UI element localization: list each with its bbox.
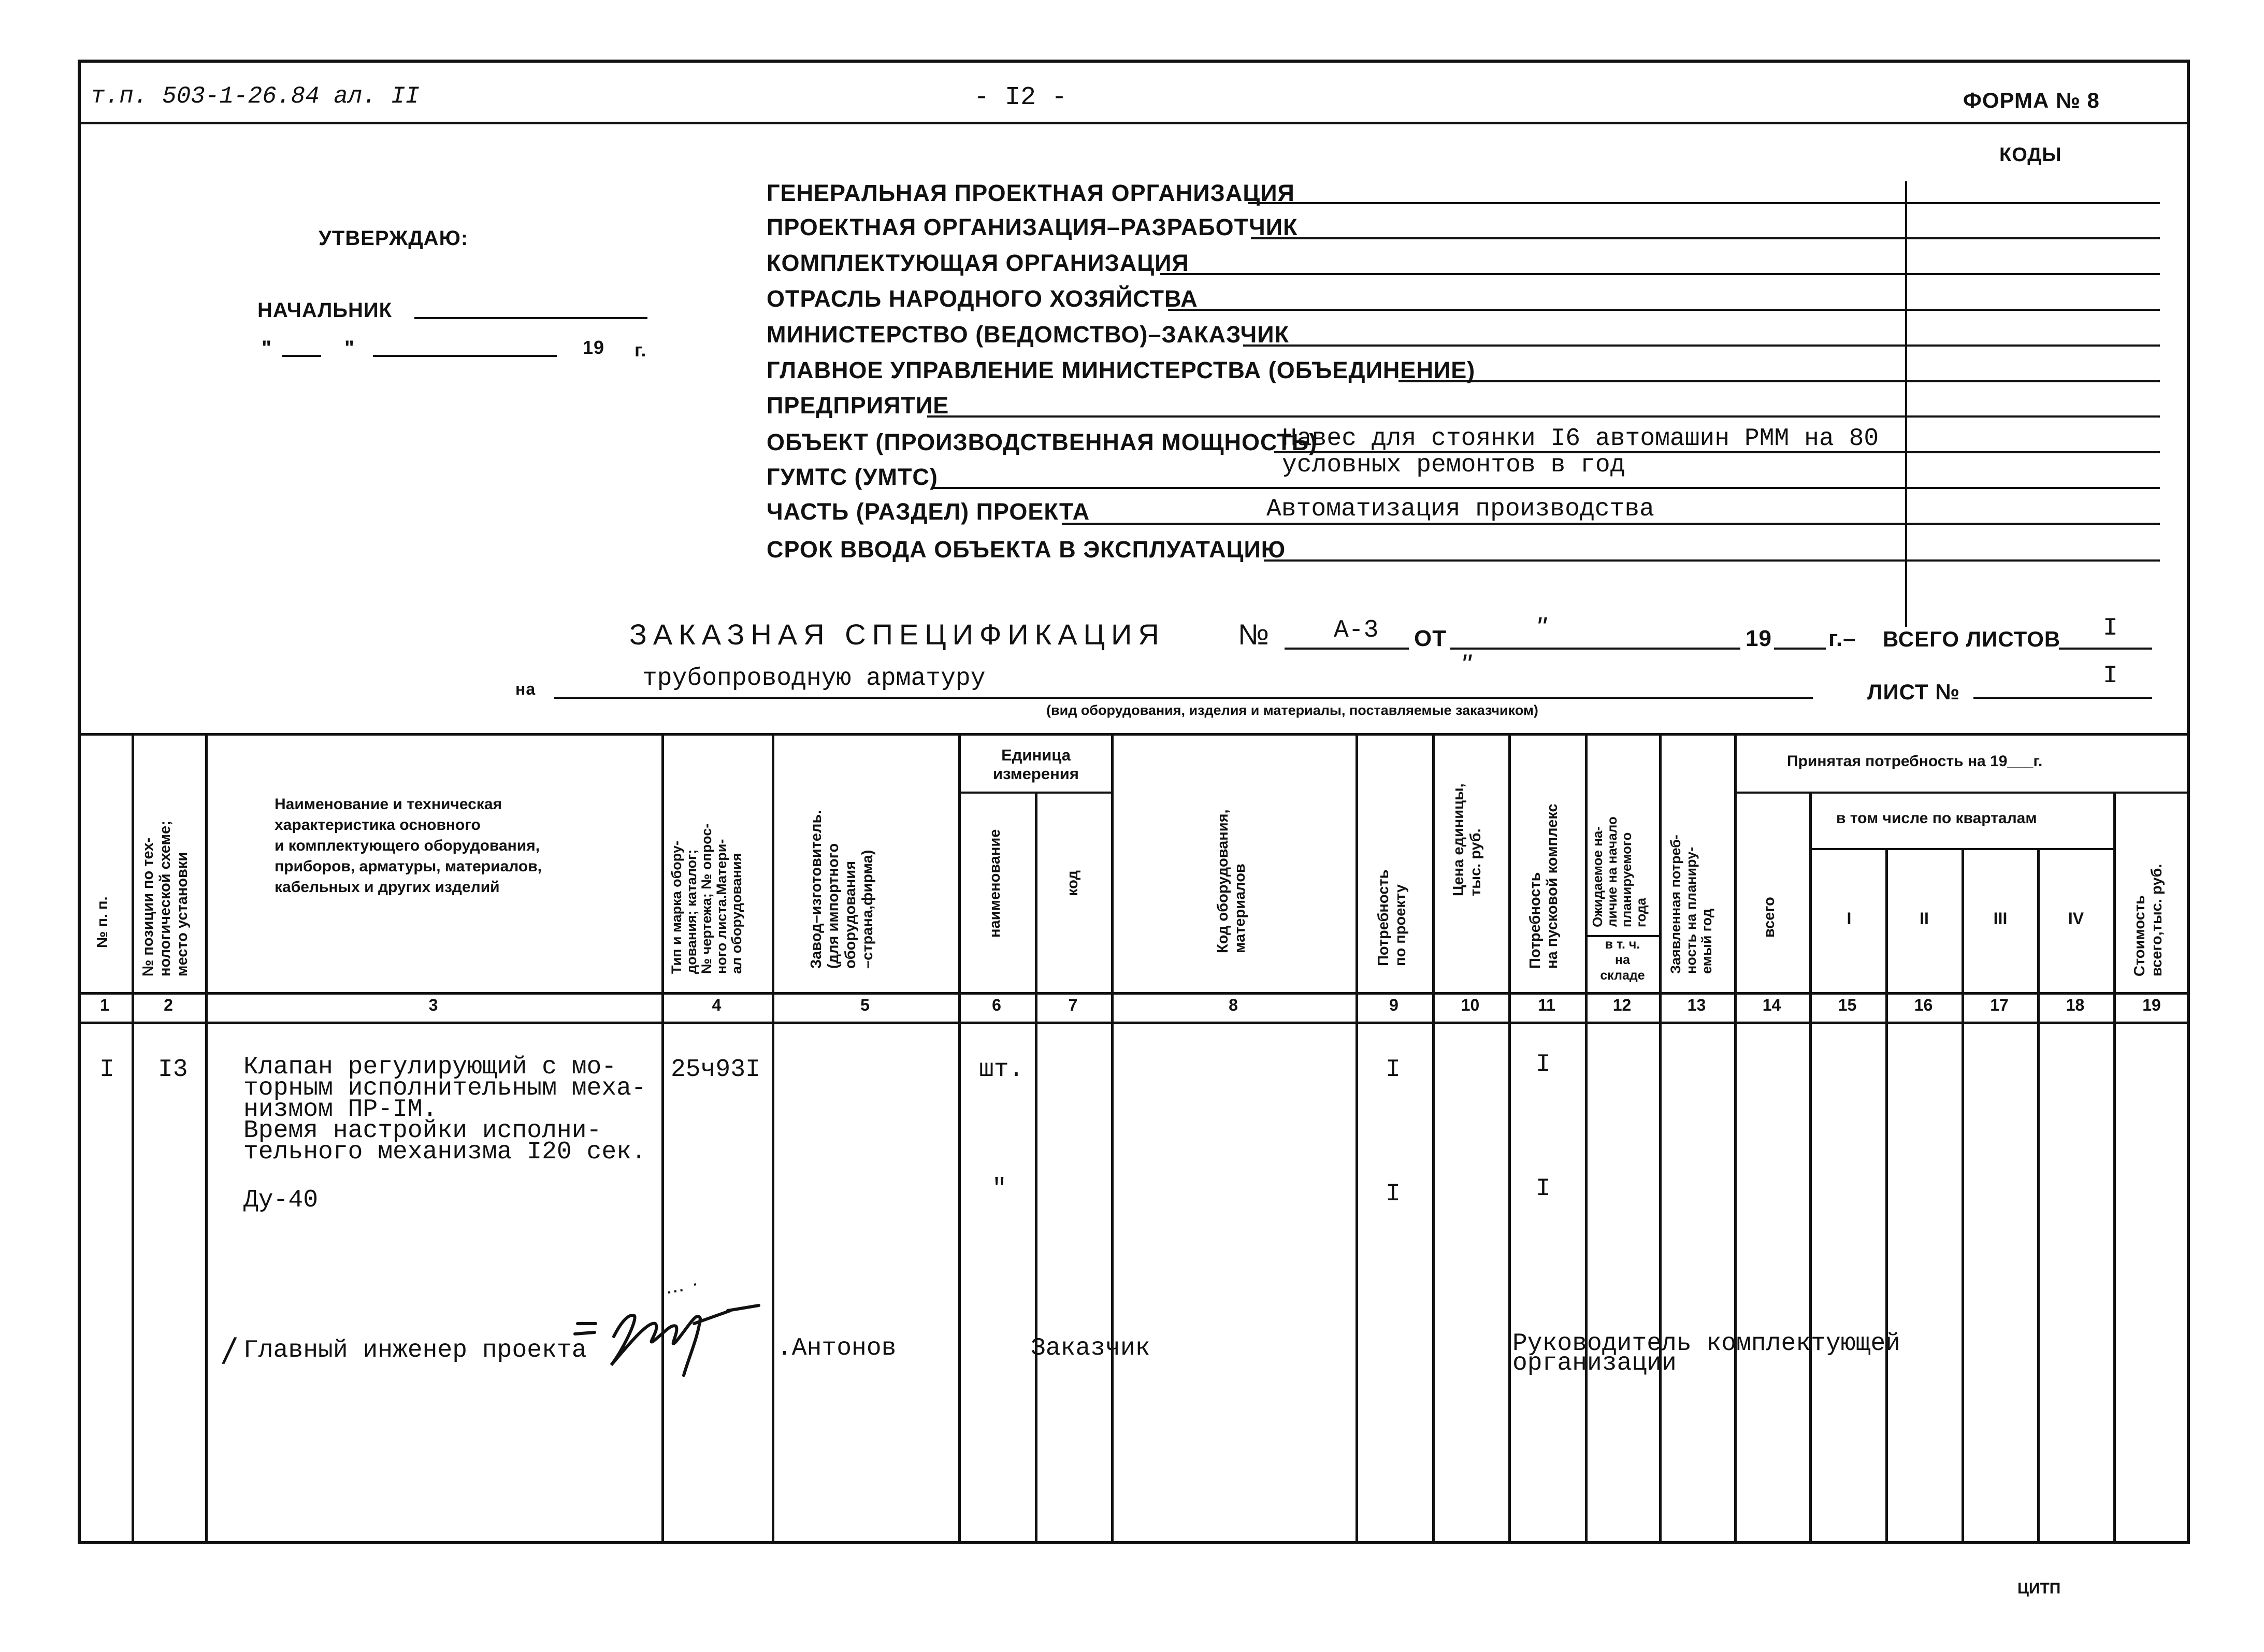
column-line xyxy=(772,733,774,1544)
gumts-value: условных ремонтов в год xyxy=(1282,451,1625,479)
org-field-label: СРОК ВВОДА ОБЪЕКТА В ЭКСПЛУАТАЦИЮ xyxy=(767,536,1286,563)
column-number: 2 xyxy=(164,996,173,1014)
date-quote-open: " xyxy=(262,337,272,360)
spec-date-quote: " xyxy=(1461,648,1471,681)
column-line xyxy=(958,733,961,1544)
approve-title: УТВЕРЖДАЮ: xyxy=(319,227,469,250)
column-line xyxy=(1962,848,1964,1544)
column-line xyxy=(1585,733,1588,1544)
header-c10: Цена единицы, тыс. руб. xyxy=(1450,783,1484,896)
column-number: 15 xyxy=(1838,996,1857,1014)
column-number: 6 xyxy=(992,996,1001,1014)
page-number: - I2 - xyxy=(974,83,1068,112)
column-line xyxy=(1035,792,1037,1544)
header-accepted: Принятая потребность на 19___г. xyxy=(1787,753,2043,770)
row-need: I xyxy=(1386,1056,1401,1084)
header-unit: Единица измерения xyxy=(993,746,1079,783)
field-line xyxy=(1274,451,2160,453)
column-line xyxy=(1659,733,1662,1544)
date-month-line xyxy=(373,355,557,357)
header-c1: № п. п. xyxy=(94,896,111,948)
column-number: 10 xyxy=(1461,996,1480,1014)
column-number: 19 xyxy=(2142,996,2161,1014)
column-number: 18 xyxy=(2066,996,2085,1014)
spec-date-line xyxy=(1450,648,1740,650)
codes-column-line xyxy=(1905,181,1907,627)
field-line xyxy=(932,487,2160,489)
column-number: 12 xyxy=(1612,996,1632,1014)
object-value: Навес для стоянки I6 автомашин РММ на 80 xyxy=(1282,425,1879,453)
field-line xyxy=(1248,202,2160,204)
customer-label: Заказчик xyxy=(1031,1334,1150,1362)
sheet-no-line xyxy=(1973,697,2152,699)
column-number: 16 xyxy=(1914,996,1933,1014)
spec-on-label: на xyxy=(515,680,536,698)
handwritten-signature xyxy=(565,1274,761,1388)
org-field-label: ПРОЕКТНАЯ ОРГАНИЗАЦИЯ–РАЗРАБОТЧИК xyxy=(767,214,1298,240)
org-field-label: ПРЕДПРИЯТИЕ xyxy=(767,392,949,419)
org-field-label: ОТРАСЛЬ НАРОДНОГО ХОЗЯЙСТВА xyxy=(767,285,1198,312)
spec-year-suffix: г.– xyxy=(1828,626,1856,651)
date-quote-close: " xyxy=(344,337,355,360)
org-field-label: ГЕНЕРАЛЬНАЯ ПРОЕКТНАЯ ОРГАНИЗАЦИЯ xyxy=(767,180,1295,206)
date-day-line xyxy=(282,355,321,357)
column-line xyxy=(1355,733,1358,1544)
row-number: I xyxy=(99,1056,114,1084)
row-nominal-diameter: Ду-40 xyxy=(243,1186,319,1214)
org-field-label: ЧАСТЬ (РАЗДЕЛ) ПРОЕКТА xyxy=(767,498,1090,525)
column-line xyxy=(132,733,134,1544)
header-c11: Потребность на пусковой комплекс xyxy=(1527,803,1561,969)
org-field-label: ОБЪЕКТ (ПРОИЗВОДСТВЕННАЯ МОЩНОСТЬ) xyxy=(767,429,1318,455)
org-field-label: ГЛАВНОЕ УПРАВЛЕНИЕ МИНИСТЕРСТВА (ОБЪЕДИНЕНИЕ) xyxy=(767,357,1476,383)
spec-hint: (вид оборудования, изделия и материалы, поставляемые заказчиком) xyxy=(1046,702,1538,718)
row-position: I3 xyxy=(158,1056,188,1084)
column-number: 3 xyxy=(428,996,438,1014)
field-line xyxy=(1398,380,2160,382)
column-line xyxy=(205,733,208,1544)
sheet-no-value: I xyxy=(2103,662,2118,690)
column-number: 5 xyxy=(860,996,870,1014)
row-launch: I xyxy=(1536,1175,1551,1203)
total-sheets-label: ВСЕГО ЛИСТОВ xyxy=(1883,627,2061,651)
spec-date-quote: " xyxy=(1536,611,1546,643)
row-need: I xyxy=(1386,1180,1401,1208)
field-line xyxy=(1243,344,2160,347)
header-q2: II xyxy=(1920,909,1929,928)
header-quarters: в том числе по кварталам xyxy=(1836,810,2037,827)
spec-no-value: А-3 xyxy=(1334,616,1379,644)
doc-reference: т.п. 503-1-26.84 ал. II xyxy=(91,83,420,110)
approve-year: 19 xyxy=(583,337,605,358)
column-number-row-top xyxy=(78,992,2190,995)
org-head-label: Руководитель комплектующей организации xyxy=(1512,1330,1900,1377)
row-name: Клапан регулирующий с мо- торным исполнительным меха- низмом ПР-IМ. Время настройки исполни- тельного механизма I20 сек. xyxy=(243,1053,646,1166)
header-c8: Код оборудования, материалов xyxy=(1215,809,1248,953)
spec-on-line xyxy=(554,697,1813,699)
header-q3: III xyxy=(1993,909,2008,928)
column-line xyxy=(2113,792,2116,1544)
column-number: 8 xyxy=(1229,996,1238,1014)
column-number: 17 xyxy=(1990,996,2009,1014)
column-number: 9 xyxy=(1389,996,1398,1014)
field-line xyxy=(1062,523,2160,525)
column-line xyxy=(2037,848,2040,1544)
chief-engineer-label: Главный инженер проекта xyxy=(243,1337,587,1364)
org-field-label: КОМПЛЕКТУЮЩАЯ ОРГАНИЗАЦИЯ xyxy=(767,250,1189,276)
column-number: 7 xyxy=(1068,996,1078,1014)
header-c12-sub: в т. ч. на складе xyxy=(1600,937,1645,983)
column-line xyxy=(1111,733,1114,1544)
column-line xyxy=(661,733,664,1544)
sheet-no-label: ЛИСТ № xyxy=(1867,680,1960,704)
spec-year: 19 xyxy=(1746,626,1772,651)
header-c7: код xyxy=(1064,870,1081,896)
total-sheets-value: I xyxy=(2103,614,2118,642)
column-number: 4 xyxy=(712,996,722,1014)
publisher-stamp: ЦИТП xyxy=(2017,1580,2061,1597)
row-unit-ditto: " xyxy=(992,1175,1007,1203)
column-number: 13 xyxy=(1687,996,1706,1014)
approve-year-suffix: г. xyxy=(635,339,647,361)
field-line xyxy=(1264,559,2160,562)
column-line xyxy=(1508,733,1511,1544)
engineer-name: .Антонов xyxy=(777,1334,897,1362)
spec-no-line xyxy=(1285,648,1409,650)
header-c19: Стоимость всего,тыс. руб. xyxy=(2131,864,2165,976)
chief-label: НАЧАЛЬНИК xyxy=(257,299,393,322)
org-field-label: ГУМТС (УМТС) xyxy=(767,464,938,490)
spec-on-value: трубопроводную арматуру xyxy=(642,665,986,693)
column-number: 1 xyxy=(100,996,109,1014)
org-field-label: МИНИСТЕРСТВО (ВЕДОМСТВО)–ЗАКАЗЧИК xyxy=(767,321,1290,348)
column-line xyxy=(1432,733,1435,1544)
spec-from-label: ОТ xyxy=(1414,626,1447,651)
column-line xyxy=(1885,848,1888,1544)
signature-mark: / xyxy=(224,1331,234,1371)
row-unit: шт. xyxy=(979,1056,1024,1084)
column-line xyxy=(1809,792,1812,1544)
header-c12: Ожидаемое на- личие на начало планируемого года xyxy=(1590,816,1649,927)
header-c6: наименование xyxy=(987,829,1003,938)
spec-title: ЗАКАЗНАЯ СПЕЦИФИКАЦИЯ xyxy=(629,618,1165,651)
field-line xyxy=(1168,309,2160,311)
accepted-subheader-line xyxy=(1734,792,2190,794)
table-top-border xyxy=(78,733,2190,736)
field-line xyxy=(927,415,2160,418)
column-number: 14 xyxy=(1762,996,1781,1014)
field-line xyxy=(1251,237,2160,239)
header-c5: Завод–изготовитель. (для импортного оборудования –страна,фирма) xyxy=(808,810,876,969)
header-c3: Наименование и техническая характеристика основного и комплектующего оборудования, приборов, арматуры, материалов, кабельных и других изделий xyxy=(275,796,542,896)
spec-year-line xyxy=(1774,648,1826,650)
column-number-row-bottom xyxy=(78,1022,2190,1024)
header-c9: Потребность по проекту xyxy=(1375,869,1409,966)
header-c2: № позиции по тех- нологической схеме; место установки xyxy=(140,821,191,976)
top-divider xyxy=(78,122,2190,124)
row-type: 25ч93I xyxy=(671,1056,760,1084)
codes-label: КОДЫ xyxy=(1999,144,2062,166)
project-part-value: Автоматизация производства xyxy=(1266,495,1654,523)
header-q4: IV xyxy=(2068,909,2084,928)
column-number: 11 xyxy=(1538,996,1555,1014)
header-c13: Заявленная потреб- ность на планиру- емый год xyxy=(1668,835,1714,974)
column-line xyxy=(1734,733,1737,1544)
header-c4: Тип и марка обору- дования; каталог; № чертежа; № опрос- ного листа.Матери- ал оборудования xyxy=(669,823,744,974)
total-sheets-line xyxy=(2059,648,2152,650)
spec-no-label: № xyxy=(1238,618,1270,651)
field-line xyxy=(1160,273,2160,275)
header-q1: I xyxy=(1847,909,1852,928)
form-number: ФОРМА № 8 xyxy=(1963,88,2100,112)
chief-line xyxy=(414,317,647,319)
header-c14: всего xyxy=(1761,897,1778,938)
row-launch: I xyxy=(1536,1051,1551,1079)
